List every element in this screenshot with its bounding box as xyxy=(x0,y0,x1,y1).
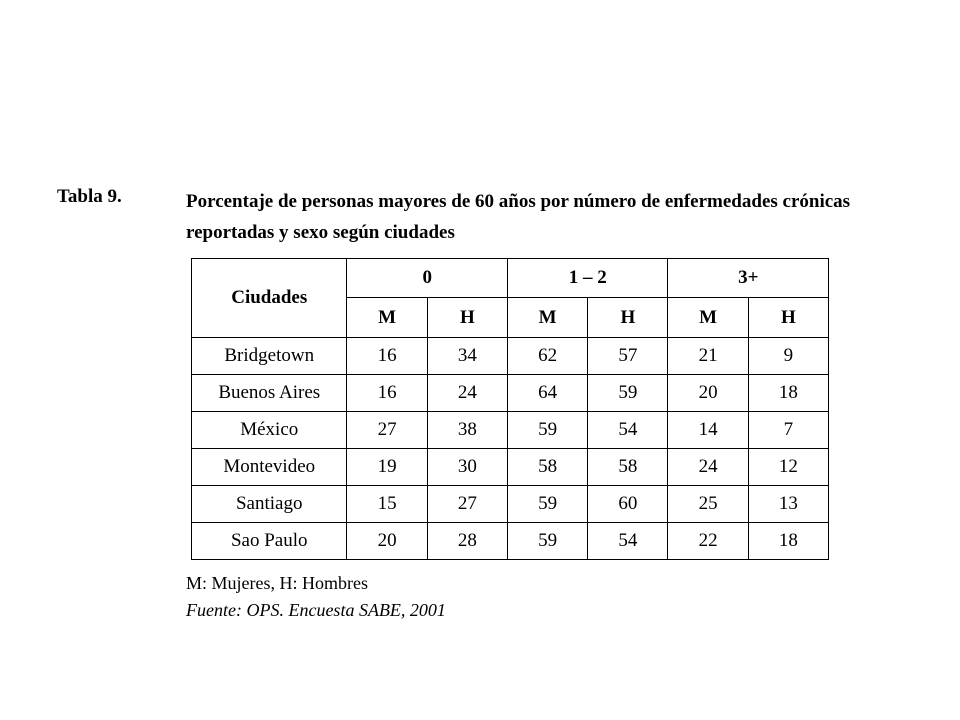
value-cell: 20 xyxy=(668,375,748,412)
value-cell: 38 xyxy=(427,412,507,449)
value-cell: 25 xyxy=(668,486,748,523)
column-header-ciudades: Ciudades xyxy=(192,259,347,338)
city-cell: Bridgetown xyxy=(192,338,347,375)
value-cell: 30 xyxy=(427,449,507,486)
value-cell: 58 xyxy=(507,449,587,486)
value-cell: 19 xyxy=(347,449,427,486)
value-cell: 59 xyxy=(507,523,587,560)
value-cell: 34 xyxy=(427,338,507,375)
value-cell: 14 xyxy=(668,412,748,449)
value-cell: 59 xyxy=(507,412,587,449)
value-cell: 18 xyxy=(748,523,828,560)
value-cell: 9 xyxy=(748,338,828,375)
sub-header: M xyxy=(507,298,587,338)
value-cell: 59 xyxy=(588,375,668,412)
table-caption xyxy=(186,186,906,248)
value-cell: 24 xyxy=(427,375,507,412)
value-cell: 18 xyxy=(748,375,828,412)
value-cell: 59 xyxy=(507,486,587,523)
value-cell: 54 xyxy=(588,412,668,449)
table-row xyxy=(192,523,829,560)
table-row xyxy=(192,449,829,486)
value-cell: 22 xyxy=(668,523,748,560)
value-cell: 28 xyxy=(427,523,507,560)
table-row xyxy=(192,412,829,449)
table-notes xyxy=(186,570,446,624)
sub-header: M xyxy=(668,298,748,338)
city-cell: México xyxy=(192,412,347,449)
value-cell: 16 xyxy=(347,338,427,375)
value-cell: 58 xyxy=(588,449,668,486)
value-cell: 64 xyxy=(507,375,587,412)
value-cell: 7 xyxy=(748,412,828,449)
table-header-row xyxy=(192,259,829,298)
value-cell: 24 xyxy=(668,449,748,486)
group-header: 1 – 2 xyxy=(507,259,668,298)
city-cell: Buenos Aires xyxy=(192,375,347,412)
sub-header: H xyxy=(588,298,668,338)
city-cell: Montevideo xyxy=(192,449,347,486)
table-row xyxy=(192,375,829,412)
chronic-disease-table xyxy=(191,258,829,560)
group-header: 0 xyxy=(347,259,508,298)
value-cell: 12 xyxy=(748,449,828,486)
value-cell: 20 xyxy=(347,523,427,560)
city-cell: Sao Paulo xyxy=(192,523,347,560)
value-cell: 60 xyxy=(588,486,668,523)
source-note: Fuente: OPS. Encuesta SABE, 2001 xyxy=(186,600,446,620)
sub-header: M xyxy=(347,298,427,338)
value-cell: 57 xyxy=(588,338,668,375)
value-cell: 27 xyxy=(347,412,427,449)
value-cell: 16 xyxy=(347,375,427,412)
value-cell: 54 xyxy=(588,523,668,560)
value-cell: 62 xyxy=(507,338,587,375)
city-cell: Santiago xyxy=(192,486,347,523)
table-caption-line-1: Porcentaje de personas mayores de 60 años por número de enfermedades crónicas xyxy=(186,191,851,212)
table-row xyxy=(192,486,829,523)
table-row xyxy=(192,338,829,375)
value-cell: 13 xyxy=(748,486,828,523)
table-caption-label: Tabla 9. xyxy=(57,186,122,207)
value-cell: 15 xyxy=(347,486,427,523)
value-cell: 27 xyxy=(427,486,507,523)
sub-header: H xyxy=(427,298,507,338)
abbreviation-note: M: Mujeres, H: Hombres xyxy=(186,573,368,593)
group-header: 3+ xyxy=(668,259,829,298)
table-caption-line-2: reportadas y sexo según ciudades xyxy=(186,222,455,243)
sub-header: H xyxy=(748,298,828,338)
value-cell: 21 xyxy=(668,338,748,375)
